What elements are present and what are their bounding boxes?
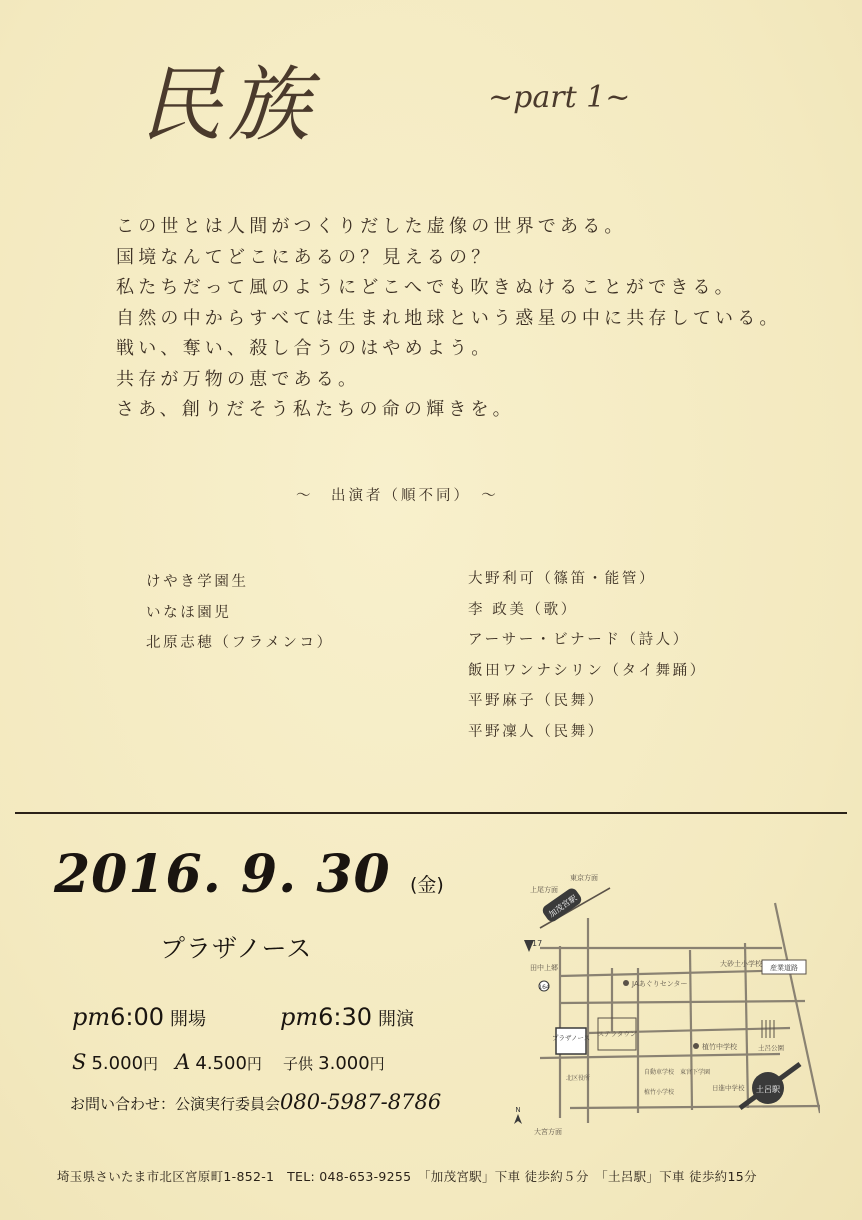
yen-label: 円 <box>246 1055 262 1073</box>
performer: 大野利可（篠笛・能管） <box>468 571 657 587</box>
map-label: ステラタウン <box>597 1030 637 1038</box>
start-time <box>280 1003 414 1031</box>
yen-label: 円 <box>143 1055 159 1073</box>
contact-info <box>70 1090 441 1114</box>
map-label: N <box>515 1106 521 1114</box>
map-label: 17 <box>532 939 543 948</box>
performers-right <box>468 564 707 747</box>
poem-line: 自然の中からすべては生まれ地球という惑星の中に共存している。 <box>116 307 782 329</box>
map-label: 東京方面 <box>570 874 598 882</box>
map-label: 大砂土小学校 <box>720 960 762 968</box>
performer: 平野麻子（民舞） <box>468 693 605 709</box>
route17-marker <box>524 939 542 952</box>
contact-phone: 080-5987-8786 <box>280 1090 442 1114</box>
page-title: 民族 <box>140 58 316 153</box>
map-label: 田中上郷 <box>530 964 558 972</box>
school2-marker <box>693 1043 699 1049</box>
map-label: 自動車学校 <box>644 1069 675 1076</box>
plaza-marker <box>552 1028 590 1054</box>
map-label: 大宮方面 <box>534 1128 562 1136</box>
map-label: 産業道路 <box>770 964 798 972</box>
map-label: 上尾方面 <box>530 886 558 894</box>
performer: アーサー・ビナード（詩人） <box>468 632 690 648</box>
poem-line: この世とは人間がつくりだした虚像の世界である。 <box>116 216 627 237</box>
yen-label: 円 <box>369 1055 385 1073</box>
performer: 平野凜人（民舞） <box>468 723 605 740</box>
map-label: 164 <box>538 984 550 991</box>
price-a: 4.500 <box>195 1053 247 1074</box>
poem-line: 国境なんてどこにあるの？見えるの？ <box>116 246 494 268</box>
open-prefix: pm <box>72 1003 111 1031</box>
start-label: 開演 <box>378 1009 415 1030</box>
road-sign <box>762 960 806 974</box>
ticket-prices <box>72 1050 397 1074</box>
start-clock: 6:30 <box>318 1003 373 1031</box>
poem-line: 共存が万物の恵である。 <box>116 368 361 390</box>
map-label: JAあぐりセンター <box>632 980 688 988</box>
price-class-s: S <box>72 1050 87 1074</box>
price-class-a: A <box>175 1050 191 1074</box>
event-weekday: (金) <box>410 874 444 896</box>
performer: 飯田ワンナシリン（タイ舞踊） <box>468 662 707 679</box>
map-label: 日進中学校 <box>712 1084 745 1092</box>
north-arrow-icon <box>514 1106 522 1124</box>
map-label: 土呂駅 <box>756 1085 780 1094</box>
event-date: 2016. 9. 30 <box>54 844 391 905</box>
performers-left <box>146 567 334 659</box>
price-class-child: 子供 <box>283 1055 314 1073</box>
performer: 北原志穂（フラメンコ） <box>146 635 334 651</box>
footer-address: 埼玉県さいたま市北区宮原町1-852-1 TEL: 048-653-9255 「加茂宮駅」下車 徒歩約５分 「土呂駅」下車 徒歩約15分 <box>57 1169 757 1184</box>
map-label: 植竹小学校 <box>644 1089 675 1096</box>
map-label: プラザノース <box>551 1034 591 1042</box>
price-child: 3.000 <box>318 1053 370 1074</box>
open-label: 開場 <box>170 1009 207 1030</box>
performers-heading: ～ 出演者（順不同） ～ <box>296 488 499 504</box>
toro-station-icon <box>740 1064 800 1108</box>
performer: 李 政美（歌） <box>468 601 578 618</box>
route164-marker <box>538 981 550 991</box>
poem <box>116 212 782 426</box>
map-label: 北区役所 <box>566 1075 591 1082</box>
map-label: 植竹中学校 <box>702 1043 737 1051</box>
performer: いなほ園児 <box>146 604 232 621</box>
map-label: 東宮下学園 <box>680 1069 711 1076</box>
access-map <box>500 868 820 1138</box>
start-prefix: pm <box>280 1003 319 1031</box>
page-subtitle: ~part 1~ <box>488 80 631 115</box>
contact-label: お問い合わせ：公演実行委員会 <box>70 1095 281 1113</box>
poem-line: 私たちだって風のようにどこへでも吹きぬけることができる。 <box>116 277 737 298</box>
divider <box>15 812 847 814</box>
poem-line: 戦い、奪い、殺し合うのはやめよう。 <box>116 338 494 359</box>
open-clock: 6:00 <box>110 1003 165 1031</box>
poem-line: さあ、創りだそう私たちの命の輝きを。 <box>116 399 515 420</box>
map-label: 土呂公園 <box>758 1044 784 1052</box>
event-venue: プラザノース <box>160 934 313 963</box>
open-time <box>72 1003 206 1031</box>
price-s: 5.000 <box>91 1053 144 1074</box>
performer: けやき学園生 <box>146 574 249 590</box>
ja-marker <box>623 980 629 986</box>
map-label: 加茂宮駅 <box>547 893 579 920</box>
